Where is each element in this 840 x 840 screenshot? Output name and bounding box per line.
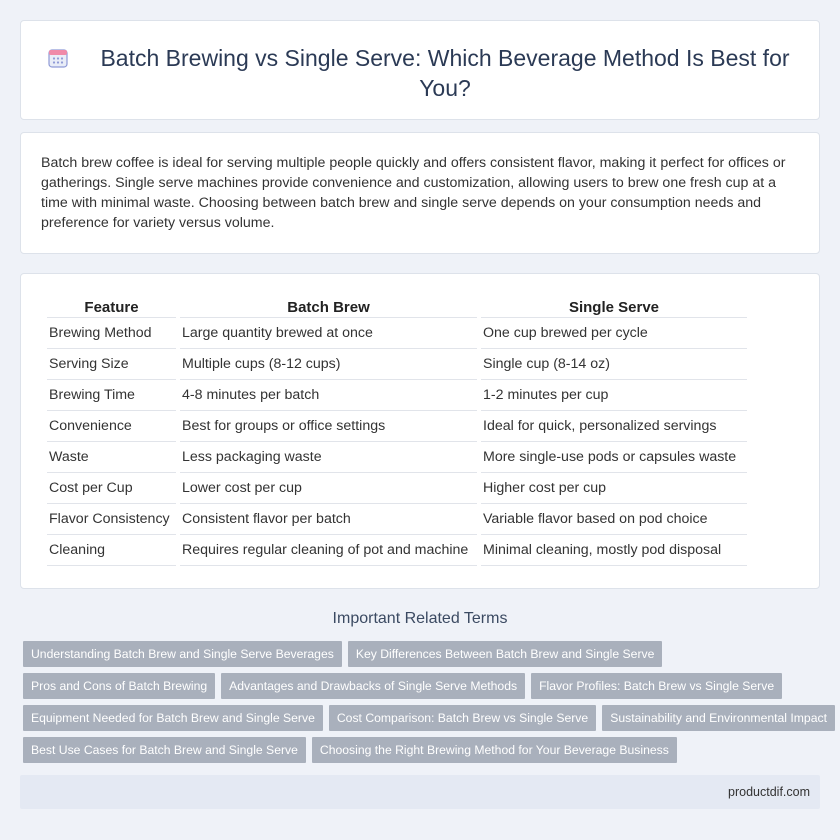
batch-brew-cell: 4-8 minutes per batch <box>180 380 477 411</box>
single-serve-cell: Variable flavor based on pod choice <box>481 504 747 535</box>
tag-row <box>23 673 823 699</box>
page-title: Batch Brewing vs Single Serve: Which Beverage Method Is Best for You? <box>100 45 790 101</box>
related-term-link[interactable]: Pros and Cons of Batch Brewing <box>23 673 215 699</box>
related-term-link[interactable]: Sustainability and Environmental Impact <box>602 705 835 731</box>
single-serve-cell: One cup brewed per cycle <box>481 318 747 349</box>
feature-cell: Cleaning <box>47 535 176 566</box>
batch-brew-cell: Requires regular cleaning of pot and machine <box>180 535 477 566</box>
feature-cell: Serving Size <box>47 349 176 380</box>
table-row <box>47 380 747 411</box>
related-terms-title: Important Related Terms <box>332 610 508 627</box>
feature-cell: Flavor Consistency <box>47 504 176 535</box>
feature-cell: Brewing Time <box>47 380 176 411</box>
related-term-link[interactable]: Advantages and Drawbacks of Single Serve Methods <box>221 673 525 699</box>
footer-site-link[interactable]: productdif.com <box>728 785 810 799</box>
table-row <box>47 442 747 473</box>
feature-cell: Brewing Method <box>47 318 176 349</box>
batch-brew-cell: Large quantity brewed at once <box>180 318 477 349</box>
single-serve-cell: Single cup (8-14 oz) <box>481 349 747 380</box>
single-serve-cell: Higher cost per cup <box>481 473 747 504</box>
related-term-link[interactable]: Choosing the Right Brewing Method for Your Beverage Business <box>312 737 677 763</box>
comparison-card <box>20 273 820 589</box>
single-serve-cell: Ideal for quick, personalized servings <box>481 411 747 442</box>
batch-brew-cell: Less packaging waste <box>180 442 477 473</box>
table-row <box>47 535 747 566</box>
table-header-row <box>47 296 747 318</box>
tag-row <box>23 737 823 763</box>
feature-cell: Cost per Cup <box>47 473 176 504</box>
table-row <box>47 411 747 442</box>
batch-brew-cell: Lower cost per cup <box>180 473 477 504</box>
related-term-link[interactable]: Key Differences Between Batch Brew and Single Serve <box>348 641 663 667</box>
feature-cell: Waste <box>47 442 176 473</box>
single-serve-cell: 1-2 minutes per cup <box>481 380 747 411</box>
header-feature: Feature <box>47 296 176 318</box>
footer <box>20 775 820 809</box>
table-row <box>47 318 747 349</box>
single-serve-cell: More single-use pods or capsules waste <box>481 442 747 473</box>
tag-row <box>23 705 827 731</box>
related-term-link[interactable]: Equipment Needed for Batch Brew and Single Serve <box>23 705 323 731</box>
header-batch-brew: Batch Brew <box>180 296 477 318</box>
table-row <box>47 349 747 380</box>
related-term-link[interactable]: Understanding Batch Brew and Single Serve Beverages <box>23 641 342 667</box>
header-single-serve: Single Serve <box>481 296 747 318</box>
batch-brew-cell: Best for groups or office settings <box>180 411 477 442</box>
intro-card <box>20 132 820 254</box>
tag-row <box>23 641 823 667</box>
comparison-table <box>43 296 751 566</box>
table-row <box>47 473 747 504</box>
intro-text: Batch brew coffee is ideal for serving multiple people quickly and offers consistent flavor, making it perfect for offices or gatherings. Single serve machines provide convenience and customization, allowing users to brew one fresh cup at a time with minimal waste. Choosing between batch brew and single serve depends on your consumption needs and preference for variety versus volume. <box>41 155 786 231</box>
related-term-link[interactable]: Best Use Cases for Batch Brew and Single Serve <box>23 737 306 763</box>
related-terms-list <box>23 641 827 769</box>
batch-brew-cell: Consistent flavor per batch <box>180 504 477 535</box>
feature-cell: Convenience <box>47 411 176 442</box>
table-row <box>47 504 747 535</box>
related-term-link[interactable]: Flavor Profiles: Batch Brew vs Single Serve <box>531 673 782 699</box>
header-card <box>20 20 820 120</box>
batch-brew-cell: Multiple cups (8-12 cups) <box>180 349 477 380</box>
related-term-link[interactable]: Cost Comparison: Batch Brew vs Single Serve <box>329 705 596 731</box>
single-serve-cell: Minimal cleaning, mostly pod disposal <box>481 535 747 566</box>
